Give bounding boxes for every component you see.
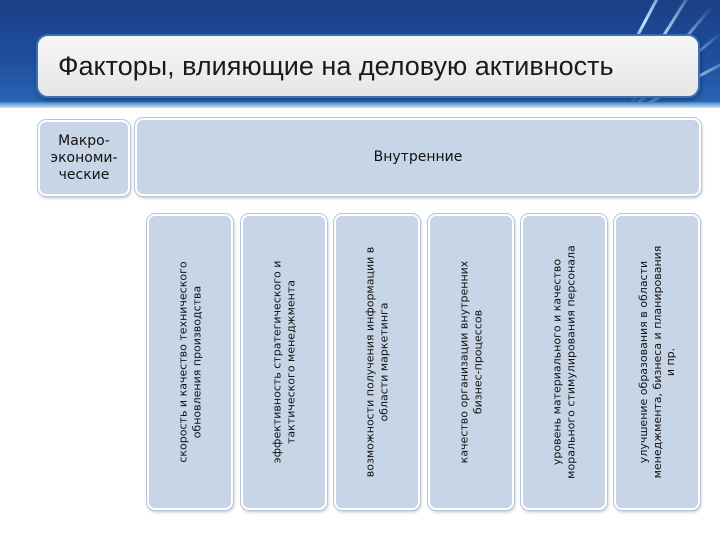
internal-factor-2	[241, 214, 327, 510]
internal-factor-4	[428, 214, 514, 510]
title-box	[36, 34, 700, 98]
internal-factor-5	[521, 214, 607, 510]
macroeconomic-label: Макро- экономи- ческие	[50, 132, 118, 183]
internal-factor-2-text: эффективность стратегического и тактического менеджмента	[270, 260, 297, 464]
internal-factors-box	[135, 118, 701, 196]
internal-factor-4-text: качество организации внутренних бизнес-процессов	[457, 260, 484, 464]
internal-label: Внутренние	[373, 149, 463, 165]
internal-factor-3-text: возможности получения информации в области маркетинга	[363, 246, 390, 478]
page-title: Факторы, влияющие на деловую активность	[58, 50, 614, 81]
internal-factor-3	[334, 214, 420, 510]
internal-factor-1	[147, 214, 233, 510]
internal-factor-5-text: уровень материального и качество морального стимулирования персонала	[550, 245, 577, 479]
macroeconomic-factors-box	[38, 120, 130, 196]
internal-factor-6	[614, 214, 700, 510]
internal-factor-1-text: скорость и качество технического обновления производства	[176, 261, 203, 463]
internal-factor-6-text: улучшение образования в области менеджмента, бизнеса и планирования и пр.	[636, 245, 677, 479]
